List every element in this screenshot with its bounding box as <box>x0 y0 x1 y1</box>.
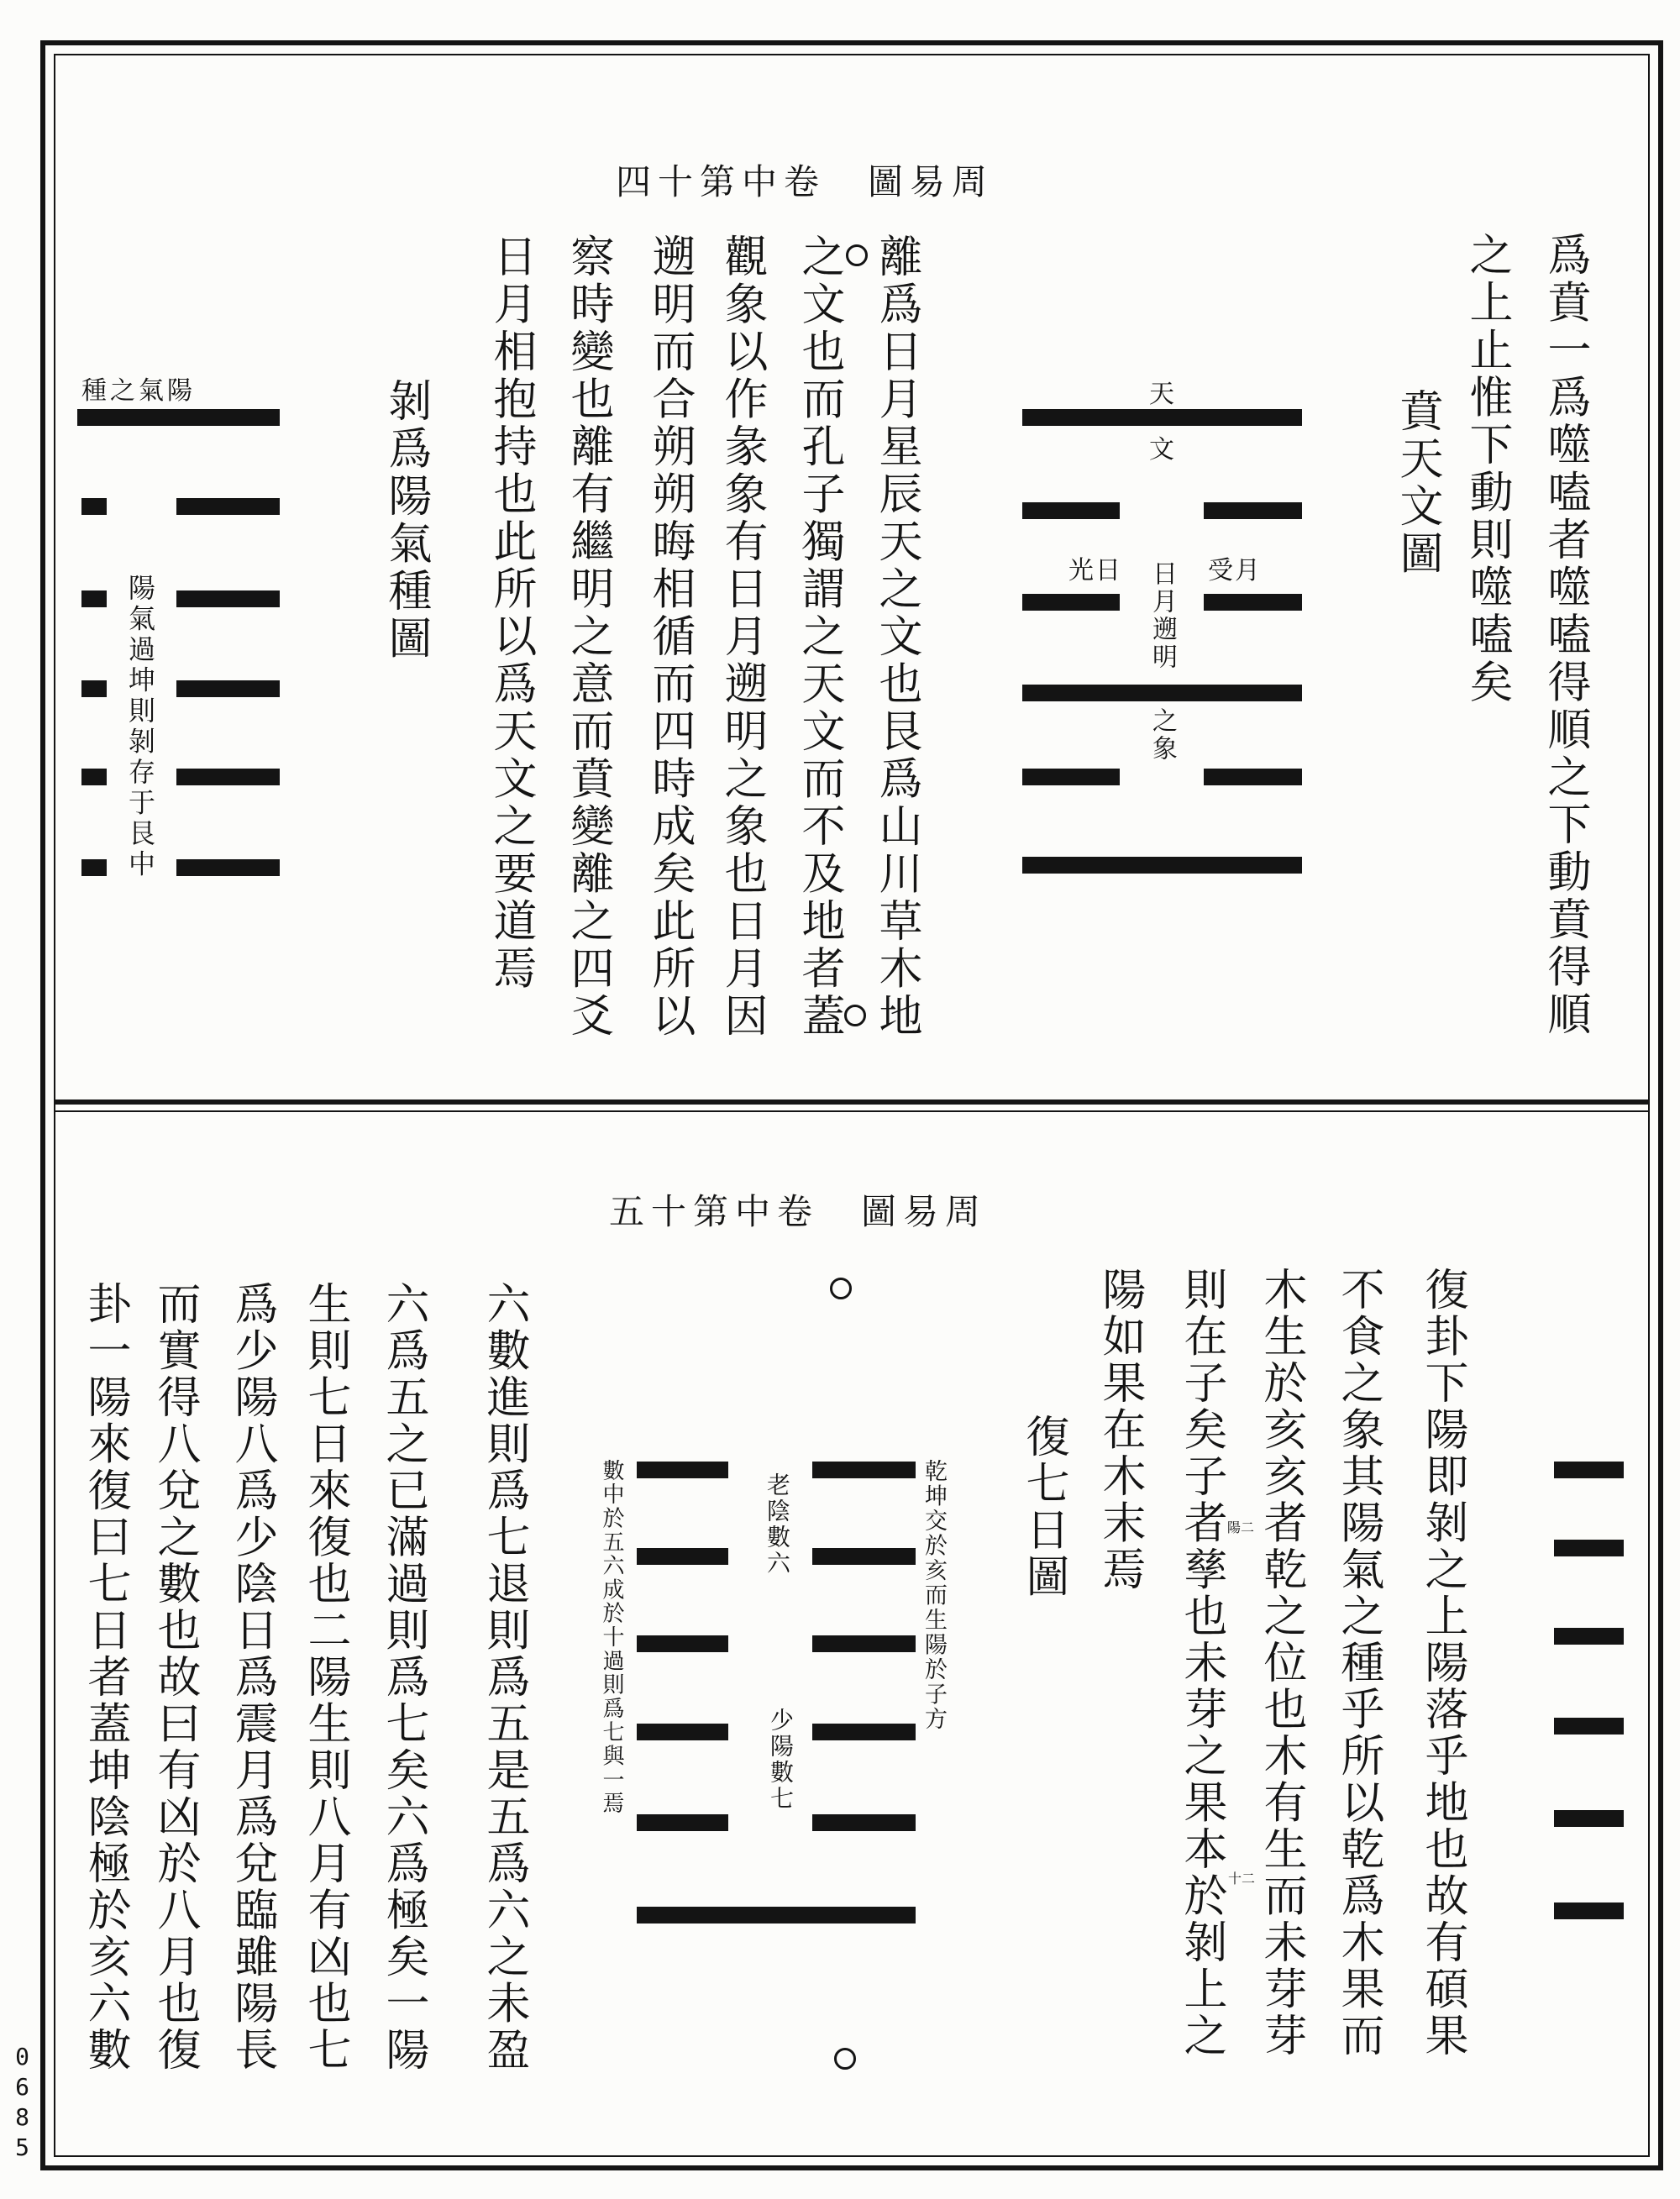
bo-broken-line-3-right <box>176 590 280 607</box>
bo-broken-line-5-right <box>176 769 280 785</box>
circle-mark-lower-bottom <box>834 2048 856 2070</box>
upper-commentary-column-6: 日月相抱持也此所以爲天文之要道焉 <box>486 234 536 993</box>
margin-solid-line-5 <box>1554 1810 1624 1827</box>
margin-solid-line-4 <box>1554 1718 1624 1735</box>
lower-intro-column-4: 則在子矣子者孳也未芽之果本於剝上之 <box>1176 1267 1226 2060</box>
bo-broken-line-6-right <box>176 859 280 876</box>
lower-running-header: 周易圖 卷中第十五 <box>608 1191 987 1232</box>
upper-intro-column-1: 爲賁一爲噬嗑者噬嗑得順之下動賁得順 <box>1540 232 1590 1039</box>
fu-broken-line-1-left <box>637 1462 728 1478</box>
bo-broken-line-6-left <box>81 859 107 876</box>
page-number: 0685 <box>8 2043 36 2164</box>
bo-caption: 陽氣過坤則剝存于艮中 <box>124 574 156 880</box>
bo-label-top: 陽氣之種 <box>81 376 196 406</box>
fu-label-left: 數中於五六成於十過則爲七與一焉 <box>599 1459 624 1816</box>
bi-solid-line-6 <box>1022 857 1302 874</box>
upper-commentary-column-1: 離爲日月星辰天之文也艮爲山川草木地 <box>871 234 921 1041</box>
upper-running-header: 周易圖 卷中第十四 <box>615 161 994 202</box>
fu-broken-line-5-right <box>812 1814 916 1831</box>
marginal-note-2: 十二 <box>1228 1871 1256 1887</box>
bi-caption-lower: 之象 <box>1147 707 1177 763</box>
fu-label-old-yin: 老陰數六 <box>764 1472 791 1577</box>
lower-commentary-column-5: 而實得八兌之數也故曰有凶於八月也復 <box>150 1281 200 2074</box>
bo-figure-title: 剝爲陽氣種圖 <box>381 378 431 663</box>
bo-broken-line-2-left <box>81 498 107 515</box>
lower-commentary-column-1: 六數進則爲七退則爲五是五爲六之未盈 <box>479 1281 529 2074</box>
inner-frame-border <box>54 54 1650 2157</box>
fu-broken-line-2-right <box>812 1548 916 1565</box>
fu-broken-line-1-right <box>812 1462 916 1478</box>
circle-mark-lower-top <box>830 1278 852 1299</box>
lower-commentary-column-3: 生則七日來復也二陽生則八月有凶也七 <box>300 1281 350 2074</box>
upper-commentary-column-4: 遡明而合朔朔晦相循而四時成矣此所以 <box>644 234 695 1041</box>
bi-broken-line-5-left <box>1022 769 1120 785</box>
bi-figure-title: 賁天文圖 <box>1392 388 1442 578</box>
bi-broken-line-3-right <box>1204 594 1302 611</box>
margin-solid-line-2 <box>1554 1540 1624 1556</box>
upper-intro-column-2: 之上止惟下動則噬嗑矣 <box>1462 232 1512 706</box>
circle-mark-upper-top <box>846 244 868 266</box>
margin-solid-line-6 <box>1554 1902 1624 1919</box>
bi-broken-line-2-left <box>1022 502 1120 519</box>
fu-broken-line-4-right <box>812 1724 916 1740</box>
bi-solid-line-4 <box>1022 685 1302 701</box>
bo-broken-line-2-right <box>176 498 280 515</box>
bi-label-sun: 日光 <box>1068 556 1122 585</box>
lower-commentary-column-6: 卦一陽來復曰七日者蓋坤陰極於亥六數 <box>80 1281 130 2074</box>
bo-solid-line-1 <box>77 409 280 426</box>
margin-solid-line-3 <box>1554 1628 1624 1645</box>
panel-divider-thick <box>54 1100 1650 1105</box>
bo-broken-line-3-left <box>81 590 107 607</box>
bi-broken-line-5-right <box>1204 769 1302 785</box>
bo-broken-line-4-right <box>176 680 280 697</box>
fu-label-right: 乾坤交於亥而生陽於子方 <box>921 1459 947 1732</box>
lower-commentary-column-4: 爲少陽八爲少陰日爲震月爲兌臨雖陽長 <box>227 1281 277 2074</box>
upper-commentary-column-3: 觀象以作彖象有日月遡明之象也日月因 <box>717 234 767 1041</box>
bi-broken-line-2-right <box>1204 502 1302 519</box>
upper-commentary-column-5: 察時變也離有繼明之意而賁變離之四爻 <box>563 234 613 1041</box>
fu-broken-line-3-right <box>812 1635 916 1652</box>
upper-commentary-column-2: 之文也而孔子獨謂之天文而不及地者蓋 <box>794 234 844 1041</box>
bi-solid-line-1 <box>1022 409 1302 426</box>
panel-divider-thin <box>54 1110 1650 1112</box>
bo-broken-line-4-left <box>81 680 107 697</box>
circle-mark-upper-bottom <box>844 1005 866 1026</box>
lower-intro-column-3: 木生於亥亥者乾之位也木有生而未芽芽 <box>1256 1267 1306 2060</box>
lower-intro-column-5: 陽如果在木末焉 <box>1095 1267 1145 1593</box>
bi-label-heaven: 天 <box>1149 380 1174 409</box>
fu-label-young-yang: 少陽數七 <box>767 1708 795 1812</box>
lower-commentary-column-2: 六爲五之已滿過則爲七矣六爲極矣一陽 <box>378 1281 428 2074</box>
lower-intro-column-2: 不食之象其陽氣之種乎所以乾爲木果而 <box>1333 1267 1383 2060</box>
fu-broken-line-3-left <box>637 1635 728 1652</box>
fu-broken-line-5-left <box>637 1814 728 1831</box>
bi-label-pattern: 文 <box>1149 435 1174 464</box>
fu-broken-line-2-left <box>637 1548 728 1565</box>
fu-figure-title: 復七日圖 <box>1018 1414 1068 1600</box>
margin-solid-line-1 <box>1554 1462 1624 1478</box>
lower-intro-column-1: 復卦下陽即剝之上陽落乎地也故有碩果 <box>1417 1267 1467 2060</box>
fu-solid-line-6 <box>637 1907 916 1923</box>
bo-broken-line-5-left <box>81 769 107 785</box>
bi-label-moon: 月受 <box>1208 556 1262 585</box>
fu-broken-line-4-left <box>637 1724 728 1740</box>
bi-caption-upper: 日月遡明 <box>1147 560 1177 671</box>
bi-broken-line-3-left <box>1022 594 1120 611</box>
marginal-note-1: 陽二 <box>1227 1519 1255 1535</box>
